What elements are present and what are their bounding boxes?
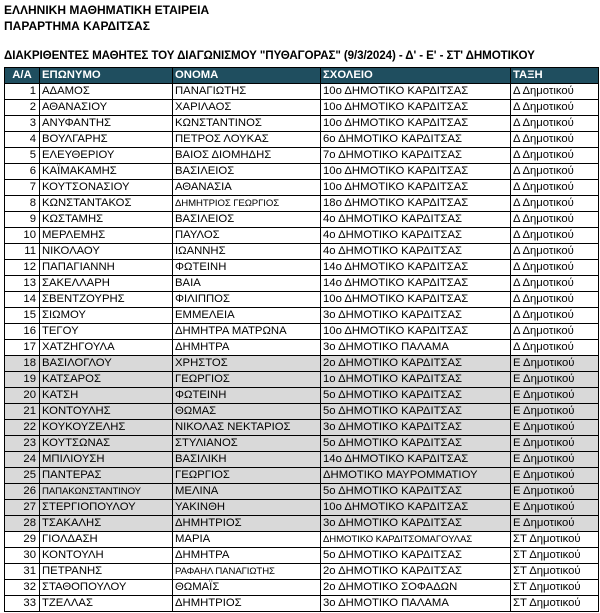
- cell-grade: Δ Δημοτικού: [511, 308, 599, 324]
- table-row: [5, 596, 599, 612]
- cell-name: ΔΗΜΗΤΡΑ ΜΑΤΡΩΝΑ: [173, 324, 321, 340]
- table-row: [5, 132, 599, 148]
- cell-surname: ΣΙΩΜΟΥ: [40, 308, 173, 324]
- cell-surname: ΜΕΡΛΕΜΗΣ: [40, 228, 173, 244]
- cell-aa: 7: [5, 180, 40, 196]
- table-row: [5, 324, 599, 340]
- table-row: [5, 388, 599, 404]
- cell-grade: Ε Δημοτικού: [511, 484, 599, 500]
- cell-surname: ΣΤΑΘΟΠΟΥΛΟΥ: [40, 580, 173, 596]
- cell-surname: ΚΟΝΤΟΥΛΗΣ: [40, 404, 173, 420]
- cell-grade: Ε Δημοτικού: [511, 468, 599, 484]
- cell-surname: ΣΤΕΡΓΙΟΠΟΥΛΟΥ: [40, 500, 173, 516]
- cell-school: 5ο ΔΗΜΟΤΙΚΟ ΚΑΡΔΙΤΣΑΣ: [321, 548, 511, 564]
- cell-surname: ΚΟΥΚΟΥΖΕΛΗΣ: [40, 420, 173, 436]
- cell-grade: ΣΤ Δημοτικού: [511, 596, 599, 612]
- cell-name: ΒΑΙΑ: [173, 276, 321, 292]
- table-row: [5, 148, 599, 164]
- cell-grade: ΣΤ Δημοτικού: [511, 580, 599, 596]
- cell-name: ΒΑΣΙΛΕΙΟΣ: [173, 164, 321, 180]
- cell-school: 5ο ΔΗΜΟΤΙΚΟ ΚΑΡΔΙΤΣΑΣ: [321, 436, 511, 452]
- cell-name: ΜΕΛΙΝΑ: [173, 484, 321, 500]
- cell-name: ΑΘΑΝΑΣΙΑ: [173, 180, 321, 196]
- cell-school: 10ο ΔΗΜΟΤΙΚΟ ΚΑΡΔΙΤΣΑΣ: [321, 292, 511, 308]
- cell-name: ΣΤΥΛΙΑΝΟΣ: [173, 436, 321, 452]
- cell-school: ΔΗΜΟΤΙΚΟ ΚΑΡΔΙΤΣΟΜΑΓΟΥΛΑΣ: [321, 532, 511, 548]
- cell-surname: ΕΛΕΥΘΕΡΙΟΥ: [40, 148, 173, 164]
- cell-name: ΦΙΛΙΠΠΟΣ: [173, 292, 321, 308]
- cell-name: ΠΑΝΑΓΙΩΤΗΣ: [173, 84, 321, 100]
- cell-aa: 20: [5, 388, 40, 404]
- table-row: [5, 452, 599, 468]
- cell-grade: Δ Δημοτικού: [511, 340, 599, 356]
- cell-surname: ΝΙΚΟΛΑΟΥ: [40, 244, 173, 260]
- cell-aa: 3: [5, 116, 40, 132]
- table-row: [5, 516, 599, 532]
- cell-name: ΘΩΜΑΣ: [173, 404, 321, 420]
- cell-name: ΒΑΣΙΛΙΚΗ: [173, 452, 321, 468]
- cell-name: ΒΑΙΟΣ ΔΙΟΜΗΔΗΣ: [173, 148, 321, 164]
- cell-grade: Δ Δημοτικού: [511, 116, 599, 132]
- table-row: [5, 180, 599, 196]
- cell-name: ΘΩΜΑΪΣ: [173, 580, 321, 596]
- cell-aa: 26: [5, 484, 40, 500]
- cell-aa: 17: [5, 340, 40, 356]
- table-row: [5, 116, 599, 132]
- cell-grade: ΣΤ Δημοτικού: [511, 548, 599, 564]
- cell-name: ΚΩΝΣΤΑΝΤΙΝΟΣ: [173, 116, 321, 132]
- cell-school: ΔΗΜΟΤΙΚΟ ΜΑΥΡΟΜΜΑΤΙΟΥ: [321, 468, 511, 484]
- cell-surname: ΠΑΠΑΚΩΝΣΤΑΝΤΙΝΟΥ: [40, 484, 173, 500]
- cell-grade: Δ Δημοτικού: [511, 212, 599, 228]
- cell-aa: 15: [5, 308, 40, 324]
- cell-grade: Δ Δημοτικού: [511, 164, 599, 180]
- table-row: [5, 484, 599, 500]
- cell-grade: ΣΤ Δημοτικού: [511, 564, 599, 580]
- table-row: [5, 420, 599, 436]
- cell-surname: ΒΑΣΙΛΟΓΛΟΥ: [40, 356, 173, 372]
- cell-grade: Ε Δημοτικού: [511, 500, 599, 516]
- cell-surname: ΧΑΤΖΗΓΟΥΛΑ: [40, 340, 173, 356]
- table-row: [5, 260, 599, 276]
- cell-aa: 19: [5, 372, 40, 388]
- cell-surname: ΠΑΝΤΕΡΑΣ: [40, 468, 173, 484]
- cell-aa: 28: [5, 516, 40, 532]
- cell-aa: 29: [5, 532, 40, 548]
- cell-school: 3ο ΔΗΜΟΤΙΚΟ ΚΑΡΔΙΤΣΑΣ: [321, 420, 511, 436]
- cell-surname: ΑΝΥΦΑΝΤΗΣ: [40, 116, 173, 132]
- table-header-row: [5, 68, 599, 84]
- cell-aa: 16: [5, 324, 40, 340]
- cell-grade: Δ Δημοτικού: [511, 132, 599, 148]
- cell-surname: ΤΖΕΛΛΑΣ: [40, 596, 173, 612]
- cell-name: ΓΕΩΡΓΙΟΣ: [173, 372, 321, 388]
- cell-grade: Δ Δημοτικού: [511, 324, 599, 340]
- cell-grade: Δ Δημοτικού: [511, 276, 599, 292]
- cell-grade: Ε Δημοτικού: [511, 452, 599, 468]
- cell-school: 3ο ΔΗΜΟΤΙΚΟ ΚΑΡΔΙΤΣΑΣ: [321, 308, 511, 324]
- cell-surname: ΑΘΑΝΑΣΙΟΥ: [40, 100, 173, 116]
- table-body: [5, 84, 599, 612]
- cell-aa: 27: [5, 500, 40, 516]
- cell-school: 18ο ΔΗΜΟΤΙΚΟ ΚΑΡΔΙΤΣΑΣ: [321, 196, 511, 212]
- cell-aa: 12: [5, 260, 40, 276]
- cell-name: ΠΕΤΡΟΣ ΛΟΥΚΑΣ: [173, 132, 321, 148]
- cell-name: ΦΩΤΕΙΝΗ: [173, 260, 321, 276]
- cell-name: ΦΩΤΕΙΝΗ: [173, 388, 321, 404]
- cell-grade: ΣΤ Δημοτικού: [511, 532, 599, 548]
- cell-aa: 6: [5, 164, 40, 180]
- cell-school: 10ο ΔΗΜΟΤΙΚΟ ΚΑΡΔΙΤΣΑΣ: [321, 500, 511, 516]
- cell-school: 7ο ΔΗΜΟΤΙΚΟ ΚΑΡΔΙΤΣΑΣ: [321, 148, 511, 164]
- table-row: [5, 404, 599, 420]
- cell-school: 4ο ΔΗΜΟΤΙΚΟ ΚΑΡΔΙΤΣΑΣ: [321, 212, 511, 228]
- cell-school: 6ο ΔΗΜΟΤΙΚΟ ΚΑΡΔΙΤΣΑΣ: [321, 132, 511, 148]
- cell-grade: Δ Δημοτικού: [511, 228, 599, 244]
- cell-name: ΜΑΡΙΑ: [173, 532, 321, 548]
- table-row: [5, 244, 599, 260]
- table-row: [5, 564, 599, 580]
- cell-grade: Δ Δημοτικού: [511, 196, 599, 212]
- column-header-school: ΣΧΟΛΕΙΟ: [321, 68, 511, 84]
- cell-surname: ΠΑΠΑΓΙΑΝΝΗ: [40, 260, 173, 276]
- cell-grade: Δ Δημοτικού: [511, 180, 599, 196]
- table-row: [5, 356, 599, 372]
- cell-aa: 4: [5, 132, 40, 148]
- table-row: [5, 340, 599, 356]
- cell-grade: Δ Δημοτικού: [511, 148, 599, 164]
- cell-surname: ΚΑΤΣΑΡΟΣ: [40, 372, 173, 388]
- cell-grade: Ε Δημοτικού: [511, 516, 599, 532]
- cell-surname: ΚΑΪΜΑΚΑΜΗΣ: [40, 164, 173, 180]
- cell-name: ΠΑΥΛΟΣ: [173, 228, 321, 244]
- cell-grade: Ε Δημοτικού: [511, 404, 599, 420]
- cell-school: 2ο ΔΗΜΟΤΙΚΟ ΚΑΡΔΙΤΣΑΣ: [321, 564, 511, 580]
- cell-name: ΔΗΜΗΤΡΑ: [173, 340, 321, 356]
- cell-surname: ΠΕΤΡΑΝΗΣ: [40, 564, 173, 580]
- cell-surname: ΚΟΥΤΣΟΝΑΣΙΟΥ: [40, 180, 173, 196]
- cell-school: 14ο ΔΗΜΟΤΙΚΟ ΚΑΡΔΙΤΣΑΣ: [321, 276, 511, 292]
- cell-aa: 18: [5, 356, 40, 372]
- organization-title: ΕΛΛΗΝΙΚΗ ΜΑΘΗΜΑΤΙΚΗ ΕΤΑΙΡΕΙΑ: [4, 3, 210, 17]
- column-header-grade: ΤΑΞΗ: [511, 68, 599, 84]
- cell-grade: Δ Δημοτικού: [511, 100, 599, 116]
- cell-name: ΔΗΜΗΤΡΑ: [173, 548, 321, 564]
- cell-surname: ΤΣΑΚΑΛΗΣ: [40, 516, 173, 532]
- cell-surname: ΚΟΝΤΟΥΛΗ: [40, 548, 173, 564]
- cell-school: 4ο ΔΗΜΟΤΙΚΟ ΚΑΡΔΙΤΣΑΣ: [321, 244, 511, 260]
- cell-name: ΙΩΑΝΝΗΣ: [173, 244, 321, 260]
- cell-aa: 21: [5, 404, 40, 420]
- cell-school: 14ο ΔΗΜΟΤΙΚΟ ΚΑΡΔΙΤΣΑΣ: [321, 260, 511, 276]
- cell-grade: Ε Δημοτικού: [511, 436, 599, 452]
- cell-aa: 14: [5, 292, 40, 308]
- cell-name: ΕΜΜΕΛΕΙΑ: [173, 308, 321, 324]
- cell-name: ΧΡΗΣΤΟΣ: [173, 356, 321, 372]
- table-row: [5, 196, 599, 212]
- cell-aa: 11: [5, 244, 40, 260]
- cell-name: ΔΗΜΗΤΡΙΟΣ ΓΕΩΡΓΙΟΣ: [173, 196, 321, 212]
- cell-surname: ΚΩΣΤΑΜΗΣ: [40, 212, 173, 228]
- cell-school: 2ο ΔΗΜΟΤΙΚΟ ΣΟΦΑΔΩΝ: [321, 580, 511, 596]
- cell-grade: Δ Δημοτικού: [511, 292, 599, 308]
- cell-school: 5ο ΔΗΜΟΤΙΚΟ ΚΑΡΔΙΤΣΑΣ: [321, 484, 511, 500]
- cell-school: 10ο ΔΗΜΟΤΙΚΟ ΚΑΡΔΙΤΣΑΣ: [321, 164, 511, 180]
- cell-aa: 31: [5, 564, 40, 580]
- table-row: [5, 228, 599, 244]
- cell-school: 5ο ΔΗΜΟΤΙΚΟ ΚΑΡΔΙΤΣΑΣ: [321, 388, 511, 404]
- cell-aa: 9: [5, 212, 40, 228]
- cell-school: 1ο ΔΗΜΟΤΙΚΟ ΚΑΡΔΙΤΣΑΣ: [321, 372, 511, 388]
- cell-surname: ΚΩΝΣΤΑΝΤΑΚΟΣ: [40, 196, 173, 212]
- cell-surname: ΑΔΑΜΟΣ: [40, 84, 173, 100]
- cell-school: 2ο ΔΗΜΟΤΙΚΟ ΚΑΡΔΙΤΣΑΣ: [321, 356, 511, 372]
- cell-grade: Δ Δημοτικού: [511, 244, 599, 260]
- cell-school: 5ο ΔΗΜΟΤΙΚΟ ΚΑΡΔΙΤΣΑΣ: [321, 404, 511, 420]
- cell-aa: 10: [5, 228, 40, 244]
- table-row: [5, 372, 599, 388]
- cell-school: 10ο ΔΗΜΟΤΙΚΟ ΚΑΡΔΙΤΣΑΣ: [321, 324, 511, 340]
- cell-aa: 8: [5, 196, 40, 212]
- table-row: [5, 436, 599, 452]
- cell-school: 3ο ΔΗΜΟΤΙΚΟ ΚΑΡΔΙΤΣΑΣ: [321, 516, 511, 532]
- table-row: [5, 580, 599, 596]
- cell-school: 10ο ΔΗΜΟΤΙΚΟ ΚΑΡΔΙΤΣΑΣ: [321, 116, 511, 132]
- cell-aa: 30: [5, 548, 40, 564]
- cell-surname: ΓΙΟΛΔΑΣΗ: [40, 532, 173, 548]
- table-row: [5, 468, 599, 484]
- cell-name: ΥΑΚΙΝΘΗ: [173, 500, 321, 516]
- cell-grade: Δ Δημοτικού: [511, 260, 599, 276]
- cell-aa: 23: [5, 436, 40, 452]
- column-header-surname: ΕΠΩΝΥΜΟ: [40, 68, 173, 84]
- cell-grade: Ε Δημοτικού: [511, 356, 599, 372]
- table-row: [5, 84, 599, 100]
- cell-school: 3ο ΔΗΜΟΤΙΚΟ ΠΑΛΑΜΑ: [321, 596, 511, 612]
- table-row: [5, 292, 599, 308]
- cell-aa: 22: [5, 420, 40, 436]
- cell-name: ΝΙΚΟΛΑΣ ΝΕΚΤΑΡΙΟΣ: [173, 420, 321, 436]
- cell-name: ΔΗΜΗΤΡΙΟΣ: [173, 516, 321, 532]
- cell-surname: ΚΑΤΣΗ: [40, 388, 173, 404]
- cell-surname: ΤΕΓΟΥ: [40, 324, 173, 340]
- cell-aa: 32: [5, 580, 40, 596]
- cell-surname: ΚΟΥΤΣΩΝΑΣ: [40, 436, 173, 452]
- table-row: [5, 212, 599, 228]
- cell-aa: 33: [5, 596, 40, 612]
- document-subtitle: ΔΙΑΚΡΙΘΕΝΤΕΣ ΜΑΘΗΤΕΣ ΤΟΥ ΔΙΑΓΩΝΙΣΜΟΥ "ΠΥΘΑΓΟΡΑΣ" (9/3/2024) - Δ' - Ε' - ΣΤ' ΔΗΜΟΤΙΚΟΥ: [4, 49, 535, 62]
- column-header-name: ΟΝΟΜΑ: [173, 68, 321, 84]
- table-row: [5, 308, 599, 324]
- cell-grade: Ε Δημοτικού: [511, 372, 599, 388]
- cell-school: 10ο ΔΗΜΟΤΙΚΟ ΚΑΡΔΙΤΣΑΣ: [321, 100, 511, 116]
- cell-aa: 2: [5, 100, 40, 116]
- cell-school: 10ο ΔΗΜΟΤΙΚΟ ΚΑΡΔΙΤΣΑΣ: [321, 180, 511, 196]
- cell-surname: ΣΑΚΕΛΛΑΡΗ: [40, 276, 173, 292]
- cell-aa: 24: [5, 452, 40, 468]
- table-row: [5, 500, 599, 516]
- cell-grade: Δ Δημοτικού: [511, 84, 599, 100]
- results-table: [4, 67, 599, 612]
- cell-grade: Ε Δημοτικού: [511, 388, 599, 404]
- branch-title: ΠΑΡΑΡΤΗΜΑ ΚΑΡΔΙΤΣΑΣ: [4, 19, 150, 33]
- cell-surname: ΣΒΕΝΤΖΟΥΡΗΣ: [40, 292, 173, 308]
- cell-school: 3ο ΔΗΜΟΤΙΚΟ ΠΑΛΑΜΑ: [321, 340, 511, 356]
- table-row: [5, 164, 599, 180]
- cell-name: ΓΕΩΡΓΙΟΣ: [173, 468, 321, 484]
- table-row: [5, 100, 599, 116]
- cell-school: 4ο ΔΗΜΟΤΙΚΟ ΚΑΡΔΙΤΣΑΣ: [321, 228, 511, 244]
- cell-surname: ΜΠΙΛΙΟΥΣΗ: [40, 452, 173, 468]
- cell-aa: 13: [5, 276, 40, 292]
- cell-name: ΔΗΜΗΤΡΙΟΣ: [173, 596, 321, 612]
- cell-name: ΡΑΦΑΗΛ ΠΑΝΑΓΙΩΤΗΣ: [173, 564, 321, 580]
- column-header-aa: Α/Α: [5, 68, 40, 84]
- cell-aa: 25: [5, 468, 40, 484]
- cell-aa: 1: [5, 84, 40, 100]
- cell-name: ΒΑΣΙΛΕΙΟΣ: [173, 212, 321, 228]
- cell-aa: 5: [5, 148, 40, 164]
- table-row: [5, 548, 599, 564]
- table-row: [5, 276, 599, 292]
- cell-surname: ΒΟΥΛΓΑΡΗΣ: [40, 132, 173, 148]
- cell-school: 14ο ΔΗΜΟΤΙΚΟ ΚΑΡΔΙΤΣΑΣ: [321, 452, 511, 468]
- table-row: [5, 532, 599, 548]
- cell-grade: Ε Δημοτικού: [511, 420, 599, 436]
- cell-name: ΧΑΡΙΛΑΟΣ: [173, 100, 321, 116]
- cell-school: 10ο ΔΗΜΟΤΙΚΟ ΚΑΡΔΙΤΣΑΣ: [321, 84, 511, 100]
